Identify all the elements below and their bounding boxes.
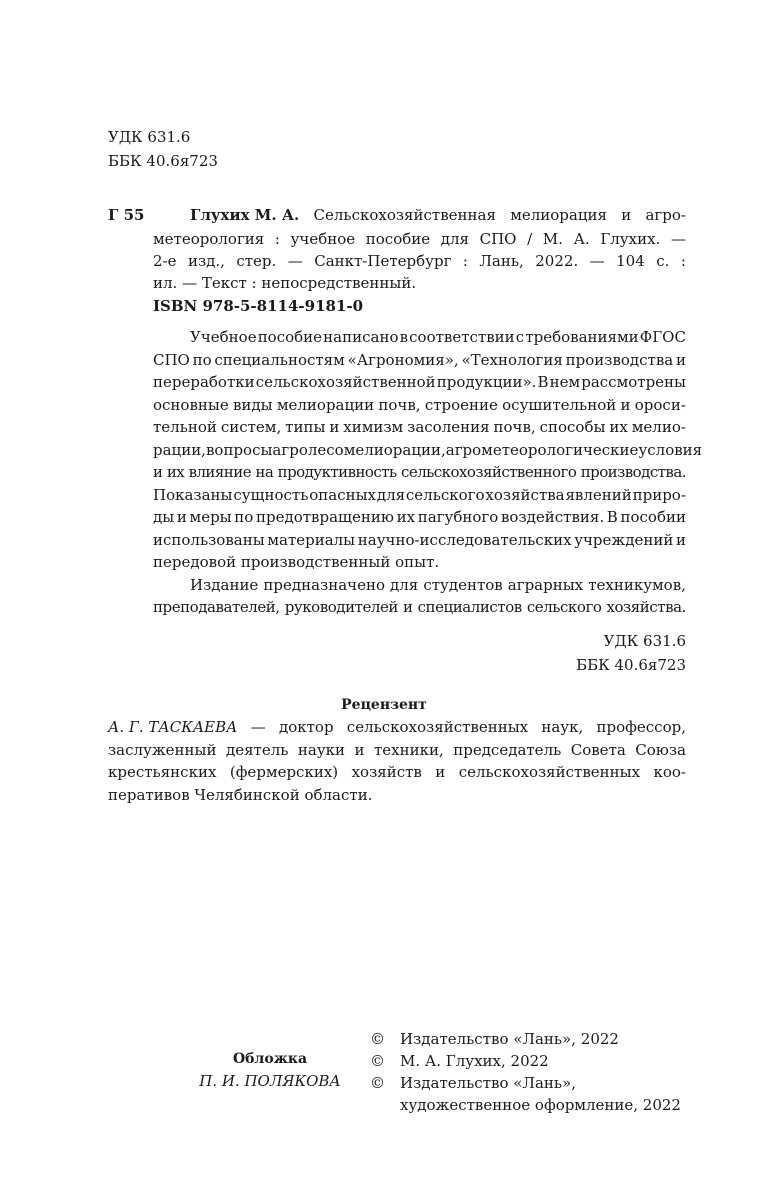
word: Лань, [479, 252, 524, 270]
word: с [515, 328, 525, 346]
word: профессор, [596, 718, 686, 736]
word: предотвращению [256, 508, 394, 526]
udk-code: УДК 631.6 [108, 128, 191, 146]
word: осушительной [502, 396, 617, 414]
word: агролесомелиорации, [272, 441, 446, 459]
word: : [462, 252, 468, 270]
word: (фермерских) [229, 763, 339, 781]
word: написано [323, 328, 399, 346]
word: Союза [635, 741, 686, 759]
word: учреждений [574, 531, 674, 549]
word: производства. [580, 463, 686, 481]
word: производства [565, 351, 674, 369]
word: Совета [570, 741, 626, 759]
reviewer-line [108, 739, 686, 761]
word: — [287, 252, 303, 270]
word: переработки [153, 373, 255, 391]
word: 104 [616, 252, 645, 270]
word: ил. — Текст : непосредственный. [153, 274, 417, 292]
word: и [435, 763, 446, 781]
word: учебное [290, 230, 356, 248]
emphasis: Глухих М. А. [190, 206, 300, 224]
word: ороси- [634, 396, 686, 414]
word: типы [285, 418, 326, 436]
word: требованиями [525, 328, 639, 346]
word: меры [189, 508, 232, 526]
word: пагубного [417, 508, 499, 526]
word: агрометеорологические [445, 441, 639, 459]
copyright-symbol: © [370, 1052, 385, 1070]
word: стер. [236, 252, 277, 270]
word: преподавателей, [153, 598, 280, 616]
word: аграрных [507, 576, 584, 594]
word: / [527, 230, 533, 248]
word: продуктивность [277, 463, 397, 481]
word: сельскохозяйственных [458, 763, 641, 781]
bbk-code-repeat: ББК 40.6я723 [576, 656, 686, 674]
word: и [675, 531, 686, 549]
word: техники, [373, 741, 444, 759]
cover-heading: Обложка [232, 1051, 308, 1067]
abstract-line [153, 506, 686, 528]
copyright-line: М. А. Глухих, 2022 [400, 1052, 549, 1070]
word: основные [153, 396, 229, 414]
word: для [376, 486, 406, 504]
word: М. [542, 230, 563, 248]
word: руководителей [284, 598, 398, 616]
word: : [680, 252, 686, 270]
word: почв, [378, 396, 421, 414]
word: условия [638, 441, 703, 459]
abstract-line: передовой производственный опыт. [153, 553, 440, 571]
word: сельскохозяйственной [255, 373, 436, 391]
word: мелиорации [276, 396, 375, 414]
word: по [192, 351, 212, 369]
abstract-line [153, 461, 686, 483]
word: Санкт-Петербург [314, 252, 452, 270]
abstract-line [153, 349, 686, 371]
word: Учебное [190, 328, 257, 346]
word: и [620, 396, 631, 414]
word: сельскохозяйственного [401, 463, 577, 481]
word: коо- [653, 763, 686, 781]
isbn: ISBN 978-5-8114-9181-0 [153, 297, 364, 315]
word: крестьянских [108, 763, 217, 781]
word: хозяйств [351, 763, 422, 781]
word: воздействия. [500, 508, 605, 526]
word: пособии [620, 508, 686, 526]
word: деятель [225, 741, 289, 759]
word: — [589, 252, 605, 270]
copyright-line: художественное оформление, 2022 [400, 1096, 681, 1114]
word: 2-е [153, 252, 177, 270]
word: пособие [257, 328, 323, 346]
word: и [176, 508, 187, 526]
word: продукции». [436, 373, 537, 391]
word: хозяйства [485, 486, 565, 504]
word: наук, [541, 718, 584, 736]
bibliography-line [190, 204, 686, 226]
word: рассмотрены [581, 373, 686, 391]
word: их [166, 463, 185, 481]
word: и [403, 598, 413, 616]
abstract-line [153, 394, 686, 416]
word: почв, [493, 418, 536, 436]
word: Показаны [153, 486, 233, 504]
word: Сельскохозяйственная [313, 206, 496, 224]
word: на [255, 463, 274, 481]
word: — [670, 230, 686, 248]
word: специальностям [214, 351, 345, 369]
word: явлений [565, 486, 632, 504]
bibliography-line [153, 228, 686, 250]
word: и [329, 418, 340, 436]
word: председатель [453, 741, 562, 759]
word: изд., [187, 252, 225, 270]
word: 2022. [535, 252, 579, 270]
reviewer-line [108, 761, 686, 783]
reviewer-heading: Рецензент [341, 697, 427, 713]
word: В [537, 373, 549, 391]
word: СПО [153, 351, 190, 369]
word: науки [297, 741, 346, 759]
word: хозяйства. [606, 598, 686, 616]
word: для [390, 576, 419, 594]
word: ФГОС [639, 328, 686, 346]
word: и [153, 463, 163, 481]
word: техникумов, [588, 576, 686, 594]
author-mark: Г 55 [108, 206, 145, 224]
word: систем, [220, 418, 282, 436]
word: Глухих. [600, 230, 661, 248]
word: для [440, 230, 469, 248]
word: предназначено [263, 576, 385, 594]
word: студентов [423, 576, 503, 594]
word: В [606, 508, 618, 526]
word: метеорология [153, 230, 265, 248]
cover-artist: П. И. ПОЛЯКОВА [199, 1072, 341, 1090]
word: СПО [479, 230, 517, 248]
word: виды [232, 396, 273, 414]
word: заслуженный [108, 741, 217, 759]
abstract-line [153, 416, 686, 438]
word: нем [549, 373, 581, 391]
word: влияние [188, 463, 252, 481]
bbk-code: ББК 40.6я723 [108, 152, 218, 170]
word: сущность [233, 486, 309, 504]
word: мелиорация [510, 206, 607, 224]
reviewer-line [108, 784, 372, 806]
word: мелио- [631, 418, 686, 436]
word: приро- [632, 486, 686, 504]
word: сельского [405, 486, 485, 504]
word: «Технология [461, 351, 563, 369]
word: засоления [407, 418, 490, 436]
word: в [399, 328, 409, 346]
word: А. [573, 230, 590, 248]
bibliography-line [153, 250, 686, 272]
word: специалистов [417, 598, 522, 616]
word: Издание [190, 576, 259, 594]
word: : [274, 230, 280, 248]
word: научно-исследовательских [357, 531, 572, 549]
abstract-line [190, 574, 686, 596]
abstract-line [153, 596, 686, 618]
word: сельскохозяйственных [346, 718, 529, 736]
word: способы [539, 418, 606, 436]
word: пособие [365, 230, 431, 248]
bibliography-line [153, 272, 416, 294]
word: рации, [153, 441, 206, 459]
word: использованы [153, 531, 265, 549]
word: вопросы [205, 441, 273, 459]
copyright-symbol: © [370, 1030, 385, 1048]
emphasis: А. Г. ТАСКАЕВА [108, 718, 238, 736]
word: доктор [278, 718, 334, 736]
copyright-line: Издательство «Лань», 2022 [400, 1030, 619, 1048]
word: и [354, 741, 365, 759]
word: — [250, 718, 266, 736]
abstract-line [153, 484, 686, 506]
word: химизм [343, 418, 404, 436]
reviewer-line [108, 716, 686, 738]
word: и [621, 206, 632, 224]
word: их [396, 508, 416, 526]
word: их [609, 418, 628, 436]
word: опасных [309, 486, 377, 504]
word: по [234, 508, 254, 526]
word: сельского [526, 598, 602, 616]
word: «Агрономия», [347, 351, 459, 369]
word: и [676, 351, 686, 369]
word: тельной [153, 418, 217, 436]
abstract-line [153, 439, 703, 461]
copyright-symbol: © [370, 1074, 385, 1092]
word: агро- [645, 206, 686, 224]
abstract-line [153, 529, 686, 551]
word: ды [153, 508, 175, 526]
copyright-line: Издательство «Лань», [400, 1074, 577, 1092]
word: материалы [267, 531, 356, 549]
abstract-line [190, 326, 686, 348]
abstract-line [153, 371, 686, 393]
word: с. [656, 252, 670, 270]
word: перативов Челябинской области. [108, 786, 373, 804]
word: строение [424, 396, 498, 414]
udk-code-repeat: УДК 631.6 [603, 632, 686, 650]
word: соответствии [409, 328, 515, 346]
